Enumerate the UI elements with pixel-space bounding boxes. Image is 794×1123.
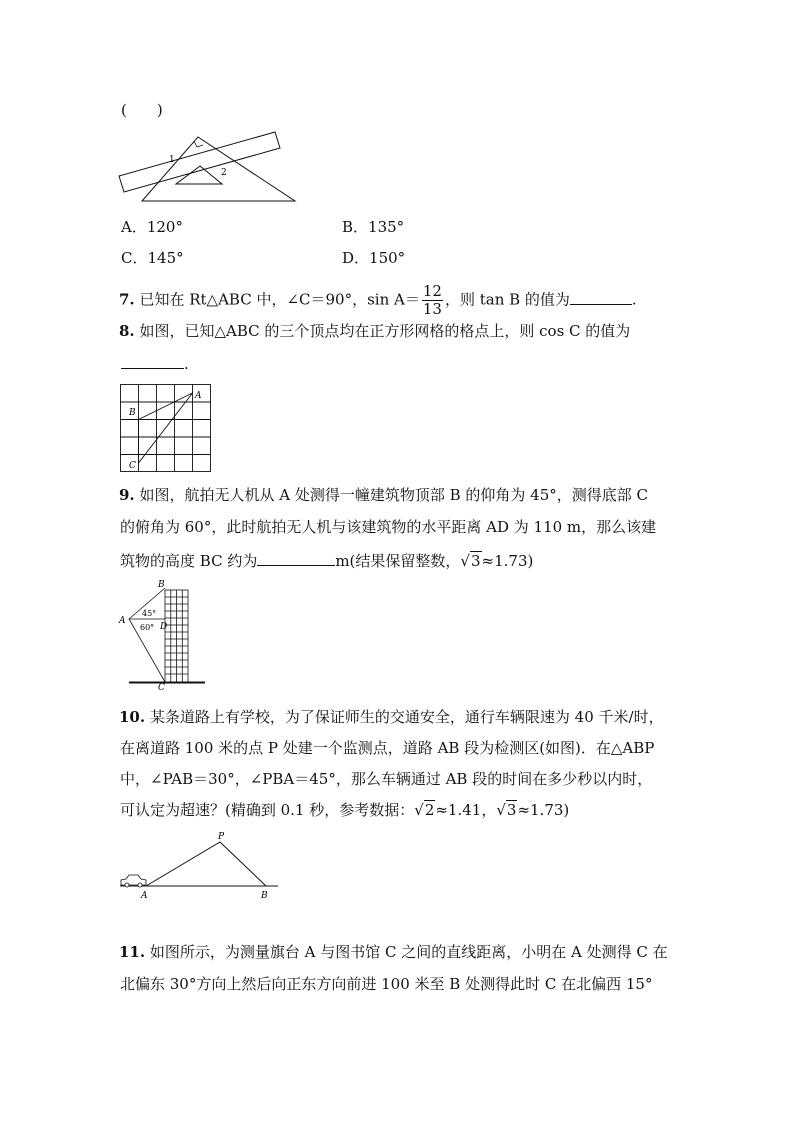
q11-line2: 北偏东 30°方向上然后向正东方向前进 100 米至 B 处测得此时 C 在北偏西 15°	[120, 975, 653, 993]
question-10-line1	[119, 707, 664, 727]
q6-figure	[110, 125, 310, 210]
option-d: D．150°	[342, 249, 406, 267]
q8-point-a: A	[195, 391, 202, 401]
q9-line1: 如图，航拍无人机从 A 处测得一幢建筑物顶部 B 的仰角为 45°，测得底部 C	[139, 486, 648, 504]
q8-answer-line	[121, 352, 189, 374]
q9-point-a: A	[119, 616, 126, 626]
q10-line2: 在离道路 100 米的点 P 处建一个监测点，道路 AB 段为检测区(如图)．在△ABP	[120, 739, 655, 757]
question-9-line3	[120, 549, 533, 571]
question-7	[119, 283, 637, 318]
q10-figure	[118, 830, 280, 902]
big-triangle	[142, 137, 295, 201]
q11-line1: 如图所示，为测量旗台 A 与图书馆 C 之间的直线距离，小明在 A 处测得 C 在	[149, 943, 668, 961]
angle-1-label: 1	[169, 155, 175, 165]
q10-number: 10.	[119, 708, 146, 726]
ruler	[119, 132, 280, 192]
q7-end: .	[631, 290, 637, 309]
q8-figure	[120, 384, 212, 474]
q8-answer-blank[interactable]	[121, 352, 184, 369]
q10-point-p: P	[218, 832, 225, 842]
q8-point-c: C	[129, 461, 136, 471]
option-b: B．135°	[342, 218, 405, 236]
question-10-line4	[120, 800, 569, 820]
q9-number: 9.	[119, 486, 135, 504]
q10-line4c: ≈1.73)	[517, 801, 570, 819]
q9-answer-blank[interactable]	[257, 549, 335, 566]
triangle-abc	[139, 393, 193, 463]
q7-fraction	[422, 283, 443, 318]
q9-line3c: ≈1.73)	[481, 552, 534, 570]
q8-point-b: B	[129, 408, 136, 418]
q10-sqrt2: √2	[414, 801, 435, 819]
q9-line3b: m(结果保留整数，	[335, 552, 461, 570]
q9-point-d: D	[160, 622, 168, 632]
q7-answer-blank[interactable]	[570, 288, 632, 305]
q10-line3: 中，∠PAB＝30°，∠PBA＝45°，那么车辆通过 AB 段的时间在多少秒以内时，	[120, 770, 653, 788]
q7-frac-den: 13	[422, 300, 442, 318]
q9-point-b: B	[158, 580, 165, 590]
q8-text: 如图，已知△ABC 的三个顶点均在正方形网格的格点上，则 cos C 的值为	[139, 322, 631, 340]
option-c: C．145°	[121, 249, 184, 267]
q10-point-a: A	[141, 891, 148, 901]
option-a: A．120°	[121, 218, 183, 236]
q10-point-b: B	[261, 891, 268, 901]
angle-2-label: 2	[221, 168, 227, 178]
question-11-line1	[119, 942, 668, 962]
car-icon	[121, 875, 146, 887]
q9-angle-45: 45°	[142, 609, 157, 618]
q9-line3a: 筑物的高度 BC 约为	[120, 552, 258, 570]
q10-line1: 某条道路上有学校，为了保证师生的交通安全，通行车辆限速为 40 千米/时，	[149, 708, 664, 726]
q10-sqrt3: √3	[496, 801, 517, 819]
q9-sqrt3: √3	[460, 552, 481, 570]
answer-paren: ( )	[121, 101, 163, 119]
q8-number: 8.	[119, 322, 135, 340]
q7-text-after: ，则 tan B 的值为	[444, 290, 570, 309]
question-9-line1	[119, 485, 648, 505]
q9-point-c: C	[158, 683, 165, 693]
triangle-abp	[146, 842, 266, 886]
q7-text-before: 已知在 Rt△ABC 中，∠C＝90°，sin A＝	[139, 290, 420, 309]
q11-number: 11.	[119, 943, 146, 961]
q10-line4b: ≈1.41，	[435, 801, 497, 819]
q9-angle-60: 60°	[140, 623, 155, 632]
q7-frac-num: 12	[422, 282, 442, 300]
q8-end: .	[184, 355, 189, 373]
right-angle-mark	[194, 141, 203, 147]
q10-line4a: 可认定为超速？(精确到 0.1 秒，参考数据：	[120, 801, 415, 819]
question-8	[119, 321, 630, 341]
q9-figure	[117, 578, 209, 693]
q9-line2: 的俯角为 60°，此时航拍无人机与该建筑物的水平距离 AD 为 110 m，那么该建	[120, 518, 657, 536]
q7-number: 7.	[119, 290, 135, 309]
